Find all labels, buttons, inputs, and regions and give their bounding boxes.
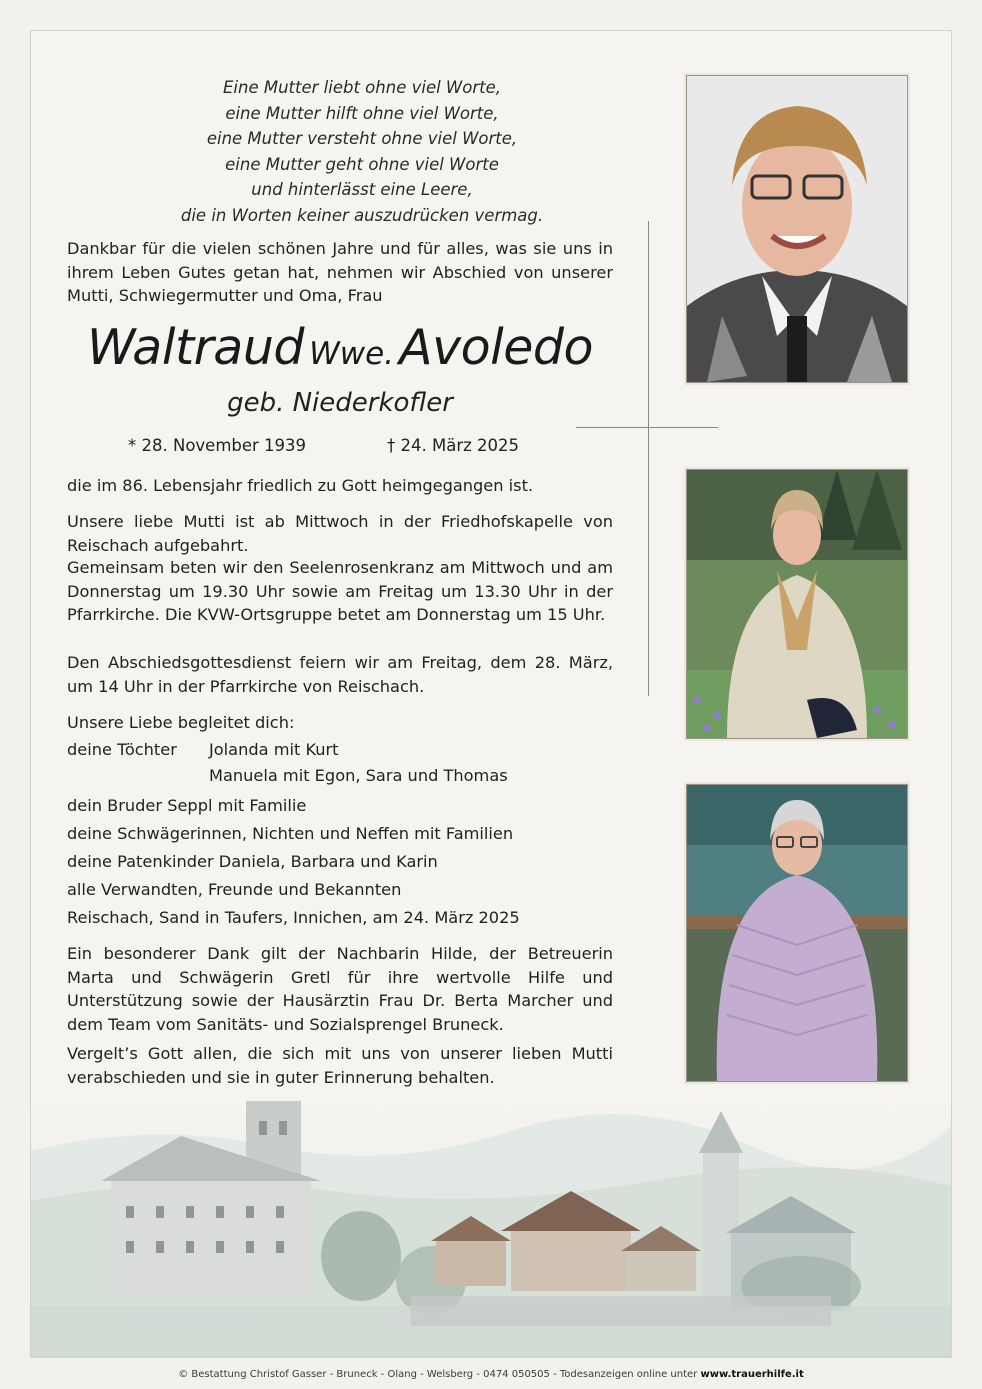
portrait-photo <box>686 75 908 383</box>
daughter-entry: Manuela mit Egon, Sara und Thomas <box>209 766 508 785</box>
poem-line: Eine Mutter liebt ohne viel Worte, <box>223 78 501 97</box>
spacer <box>67 763 209 790</box>
widow-title: Wwe. <box>309 336 395 372</box>
daughter-entry: Jolanda mit Kurt <box>209 739 339 759</box>
obituary-card <box>30 30 952 1358</box>
mourner-line: alle Verwandten, Freunde und Bekannten <box>67 879 402 899</box>
daughters-row-2 <box>67 763 613 790</box>
closing-text: Vergelt’s Gott allen, die sich mit uns von unserer lieben Mutti verabschieden und sie in guter Erinnerung behalten. <box>67 1044 613 1087</box>
portrait-photo-image <box>687 76 907 382</box>
thanks-text: Ein besonderer Dank gilt der Nachbarin Hilde, der Betreuerin Marta und Schwägerin Gretl für ihre wertvolle Hilfe und Unterstützung sowie der Hausärztin Frau Dr. Berta Marcher und dem Team vom Sanitäts- und Sozialsprengel Bruneck. <box>67 944 613 1034</box>
death-date: † 24. März 2025 <box>387 436 520 455</box>
poem-line: eine Mutter hilft ohne viel Worte, <box>225 103 499 123</box>
poem-line: eine Mutter geht ohne viel Worte <box>225 154 499 174</box>
passed-text: die im 86. Lebensjahr friedlich zu Gott heimgegangen ist. <box>67 476 534 495</box>
daughters-label: deine Töchter <box>67 739 177 759</box>
mourner-line: deine Schwägerinnen, Nichten und Neffen mit Familien <box>67 823 514 843</box>
lake-photo-image <box>687 785 907 1081</box>
footer <box>0 1369 982 1380</box>
mourner-line: dein Bruder Seppl mit Familie <box>67 795 307 815</box>
poem-line: eine Mutter versteht ohne viel Worte, <box>206 129 518 148</box>
intro-text: Dankbar für die vielen schönen Jahre und für alles, was sie uns in ihrem Leben Gutes getan hat, nehmen wir Abschied von unserer Mutti, Schwiegermutter und Oma, Frau <box>67 239 613 305</box>
birth-date: * 28. November 1939 <box>128 436 307 455</box>
poem-line: die in Worten keiner auszudrücken vermag. <box>180 205 544 225</box>
mourners-list <box>67 710 613 904</box>
cross-vertical <box>648 221 649 696</box>
paragraph-funeral: Den Abschiedsgottesdienst feiern wir am Freitag, dem 28. März, um 14 Uhr in der Pfarrkirche von Reischach. <box>67 653 613 696</box>
meadow-photo-image <box>687 470 907 738</box>
birth-name: geb. Niederkofler <box>227 388 453 418</box>
mourner-line: deine Patenkinder Daniela, Barbara und Karin <box>67 851 438 871</box>
deceased-name <box>67 319 613 376</box>
poem-line: und hinterlässt eine Leere, <box>251 180 473 199</box>
daughters-row <box>67 737 613 764</box>
paragraph-wake: Unsere liebe Mutti ist ab Mittwoch in der Friedhofskapelle von Reischach aufgebahrt. <box>67 512 613 555</box>
mourners-heading: Unsere Liebe begleitet dich: <box>67 713 295 732</box>
paragraph-rosary: Gemeinsam beten wir den Seelenrosenkranz am Mittwoch und am Donnerstag um 19.30 Uhr sowie am Freitag um 13.30 Uhr in der Pfarrkirche. Die KVW-Ortsgruppe betet am Donnerstag um 15 Uhr. <box>67 558 613 624</box>
last-name: Avoledo <box>399 319 593 376</box>
footer-link[interactable]: www.trauerhilfe.it <box>700 1369 804 1380</box>
poem <box>67 75 657 228</box>
cross-horizontal <box>576 427 718 428</box>
footer-text: © Bestattung Christof Gasser - Bruneck - Olang - Welsberg - 0474 050505 - Todesanzeigen online unter <box>178 1369 698 1380</box>
outdoor-photo-meadow <box>686 469 908 739</box>
outdoor-photo-lake <box>686 784 908 1082</box>
watercolor-village-illustration <box>31 1091 951 1357</box>
first-name: Waltraud <box>87 319 304 376</box>
place-date: Reischach, Sand in Taufers, Innichen, am 24. März 2025 <box>67 908 520 927</box>
